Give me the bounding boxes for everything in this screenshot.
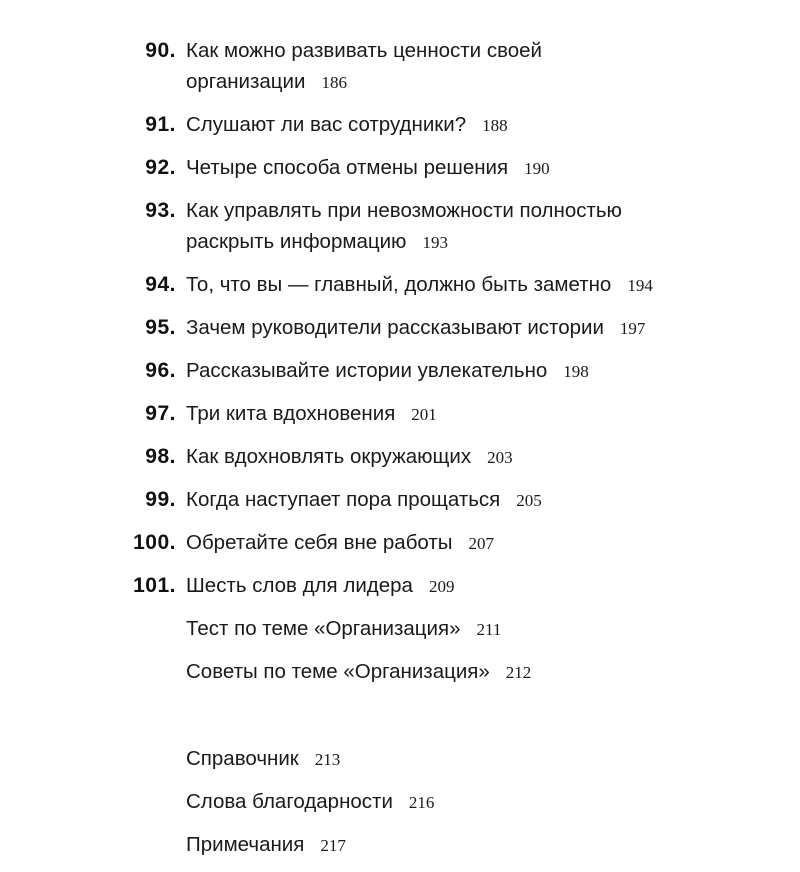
chapter-number: 91. xyxy=(145,113,176,136)
chapter-title: Шесть слов для лидера xyxy=(186,574,413,597)
chapter-number: 92. xyxy=(145,156,176,179)
page-number: 211 xyxy=(476,620,502,639)
chapter-title: Зачем руководители рассказывают истории xyxy=(186,316,604,339)
page-number: 188 xyxy=(482,116,508,135)
toc-entry-98 xyxy=(0,441,800,473)
chapter-number: 95. xyxy=(145,316,176,339)
page-number: 203 xyxy=(487,448,513,467)
page-number: 198 xyxy=(563,362,589,381)
section-title: Советы по теме «Организация» xyxy=(186,660,490,683)
toc-entry-101 xyxy=(0,570,800,602)
page-number: 194 xyxy=(627,276,653,295)
page-number: 197 xyxy=(619,319,646,338)
page-number: 190 xyxy=(524,159,550,178)
chapter-title: Как управлять при невозможности полностью раскрыть информацию xyxy=(186,199,622,253)
page-number: 193 xyxy=(422,233,448,252)
toc-entry-97 xyxy=(0,398,800,430)
toc-entry-95 xyxy=(0,312,800,344)
chapter-title: Обретайте себя вне работы xyxy=(186,531,453,554)
toc-entry-92 xyxy=(0,152,800,184)
toc-entry-acknowledgements xyxy=(0,786,800,818)
page-number: 217 xyxy=(320,836,346,855)
chapter-number: 100. xyxy=(133,531,176,554)
section-title: Тест по теме «Организация» xyxy=(186,617,461,640)
toc-entry-91 xyxy=(0,109,800,141)
toc-entry-100 xyxy=(0,527,800,559)
toc-entry-tips xyxy=(0,656,800,688)
chapter-number: 99. xyxy=(145,488,176,511)
page-number: 207 xyxy=(468,534,495,553)
chapter-number: 101. xyxy=(133,574,176,597)
toc-entry-notes xyxy=(0,829,800,861)
toc-entry-93 xyxy=(0,195,800,258)
back-matter-title: Слова благодарности xyxy=(186,790,393,813)
chapter-title: Как можно развивать ценности своей организации xyxy=(186,39,542,93)
page-number: 212 xyxy=(505,663,532,682)
chapter-title: Три кита вдохновения xyxy=(186,402,396,425)
chapter-title: Слушают ли вас сотрудники? xyxy=(186,113,467,136)
page-number: 209 xyxy=(428,577,455,596)
toc-entry-99 xyxy=(0,484,800,516)
toc-entry-test xyxy=(0,613,800,645)
chapter-title: Как вдохновлять окружающих xyxy=(186,445,472,468)
chapter-title: То, что вы — главный, должно быть заметно xyxy=(186,273,612,296)
chapter-number: 94. xyxy=(145,273,176,296)
chapter-title: Рассказывайте истории увлекательно xyxy=(186,359,548,382)
page-number: 216 xyxy=(408,793,435,812)
page-number: 213 xyxy=(314,750,341,769)
chapter-number: 90. xyxy=(145,39,176,62)
back-matter-title: Справочник xyxy=(186,747,299,770)
page-number: 201 xyxy=(411,405,437,424)
toc-entry-96 xyxy=(0,355,800,387)
toc-entry-90 xyxy=(0,35,800,98)
chapter-title: Когда наступает пора прощаться xyxy=(186,488,501,511)
table-of-contents xyxy=(0,35,800,872)
section-gap xyxy=(0,699,800,743)
chapter-number: 98. xyxy=(145,445,176,468)
toc-entry-94 xyxy=(0,269,800,301)
chapter-number: 97. xyxy=(145,402,176,425)
back-matter-title: Примечания xyxy=(186,833,305,856)
chapter-title: Четыре способа отмены решения xyxy=(186,156,509,179)
chapter-number: 93. xyxy=(145,199,176,222)
toc-entry-reference xyxy=(0,743,800,775)
page-number: 186 xyxy=(321,73,347,92)
page-number: 205 xyxy=(516,491,542,510)
chapter-number: 96. xyxy=(145,359,176,382)
